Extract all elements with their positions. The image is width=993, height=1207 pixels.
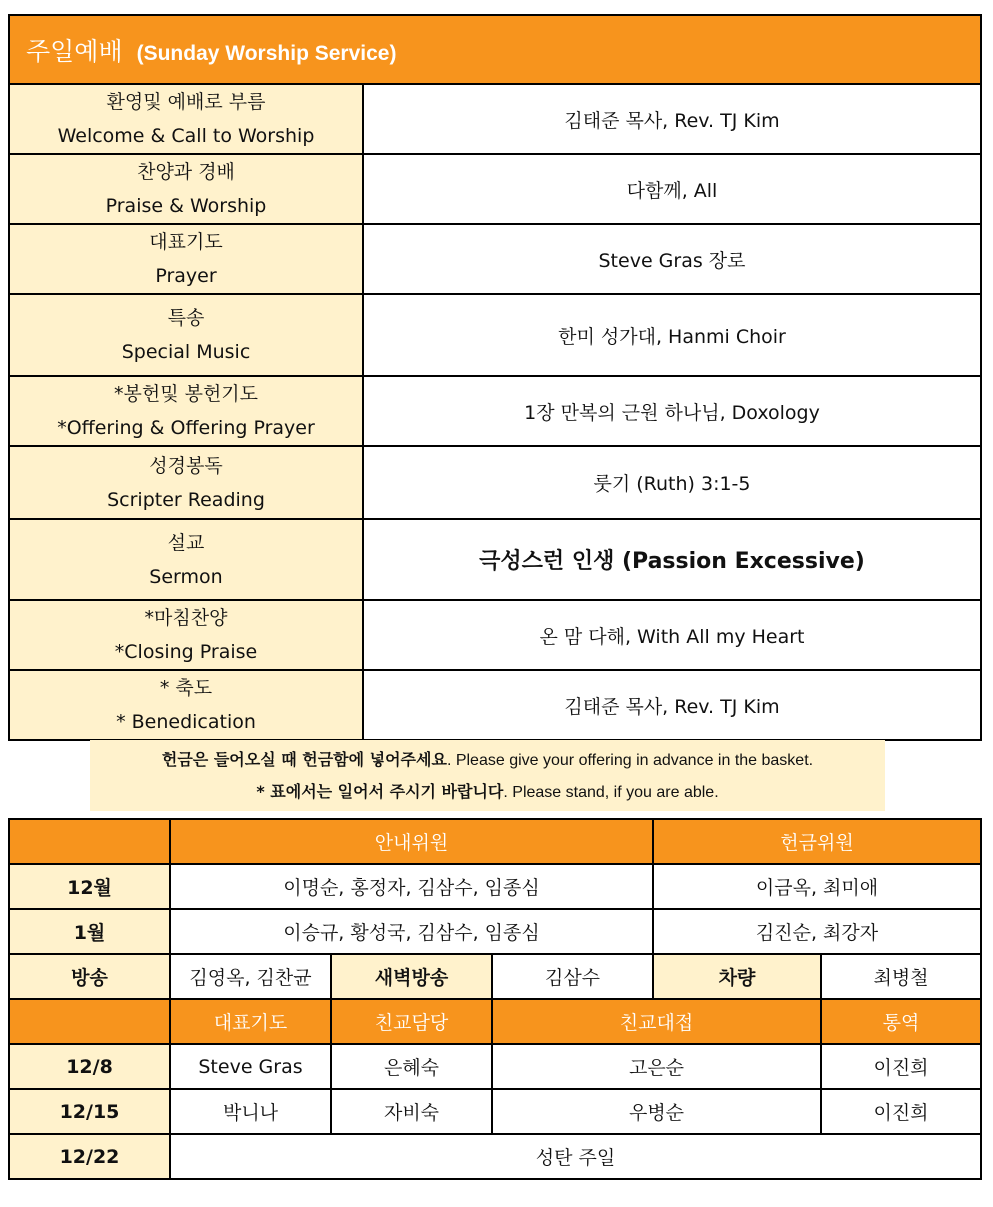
offering-names: 김진순, 최강자: [653, 909, 981, 954]
service-row: [9, 600, 981, 670]
service-item-label: 설교 Sermon: [9, 519, 363, 600]
service-title-en: (Sunday Worship Service): [136, 41, 397, 65]
service-item-label: *봉헌및 봉헌기도 *Offering & Offering Prayer: [9, 376, 363, 446]
service-item-value: 룻기 (Ruth) 3:1-5: [363, 446, 981, 519]
service-item-label: 대표기도 Prayer: [9, 224, 363, 294]
service-item-label: 성경봉독 Scripter Reading: [9, 446, 363, 519]
service-item-value: 온 맘 다해, With All my Heart: [363, 600, 981, 670]
service-row: [9, 154, 981, 224]
usher-names: 이명순, 홍정자, 김삼수, 임종심: [170, 864, 653, 909]
schedule-fellowship: 은혜숙: [331, 1044, 492, 1089]
prayer-header: 대표기도: [170, 999, 331, 1044]
notice-box: [90, 740, 885, 811]
schedule-header-row: [9, 999, 981, 1044]
notice-line-stand: * 표에서는 일어서 주시기 바랍니다. Please stand, if you are able.: [256, 782, 719, 801]
worship-service-table: [8, 14, 982, 741]
sermon-title: 극성스런 인생 (Passion Excessive): [363, 519, 981, 600]
service-item-value: 한미 성가대, Hanmi Choir: [363, 294, 981, 376]
dawn-broadcast-label: 새벽방송: [331, 954, 492, 999]
schedule-date: 12/8: [9, 1044, 170, 1089]
interpret-header: 통역: [821, 999, 981, 1044]
schedule-interpret: 이진희: [821, 1089, 981, 1134]
usher-header: 안내위원: [170, 819, 653, 864]
schedule-date: 12/22: [9, 1134, 170, 1179]
christmas-sunday-note: 성탄 주일: [170, 1134, 981, 1179]
offering-names: 이금옥, 최미애: [653, 864, 981, 909]
schedule-row: [9, 1044, 981, 1089]
service-item-value: 1장 만복의 근원 하나님, Doxology: [363, 376, 981, 446]
corner-cell: [9, 819, 170, 864]
schedule-fellowship: 자비숙: [331, 1089, 492, 1134]
service-item-value: 김태준 목사, Rev. TJ Kim: [363, 670, 981, 740]
service-row: [9, 519, 981, 600]
schedule-corner-cell: [9, 999, 170, 1044]
broadcast-label: 방송: [9, 954, 170, 999]
service-item-label: 찬양과 경배 Praise & Worship: [9, 154, 363, 224]
service-row: [9, 670, 981, 740]
schedule-interpret: 이진희: [821, 1044, 981, 1089]
service-item-label: 환영및 예배로 부름 Welcome & Call to Worship: [9, 84, 363, 154]
service-item-value: 김태준 목사, Rev. TJ Kim: [363, 84, 981, 154]
duty-row-broadcast: [9, 954, 981, 999]
schedule-prayer: Steve Gras: [170, 1044, 331, 1089]
vehicle-value: 최병철: [821, 954, 981, 999]
schedule-date: 12/15: [9, 1089, 170, 1134]
service-item-label: * 축도 * Benedication: [9, 670, 363, 740]
volunteer-duty-table: [8, 818, 982, 1180]
notice-line-offering: 헌금은 들어오실 때 헌금함에 넣어주세요. Please give your offering in advance in the basket.: [161, 750, 814, 769]
service-row: [9, 446, 981, 519]
month-label: 1월: [9, 909, 170, 954]
service-item-label: *마침찬양 *Closing Praise: [9, 600, 363, 670]
service-title: [9, 15, 981, 84]
schedule-prayer: 박니나: [170, 1089, 331, 1134]
dawn-broadcast-value: 김삼수: [492, 954, 653, 999]
service-row: [9, 294, 981, 376]
service-row: [9, 84, 981, 154]
usher-names: 이승규, 황성국, 김삼수, 임종심: [170, 909, 653, 954]
broadcast-value: 김영옥, 김찬균: [170, 954, 331, 999]
service-row: [9, 376, 981, 446]
schedule-host: 고은순: [492, 1044, 821, 1089]
offering-header: 헌금위원: [653, 819, 981, 864]
schedule-row: [9, 1089, 981, 1134]
duty-row-january: [9, 909, 981, 954]
service-title-kr: 주일예배: [26, 36, 123, 66]
vehicle-label: 차량: [653, 954, 821, 999]
month-label: 12월: [9, 864, 170, 909]
service-item-value: Steve Gras 장로: [363, 224, 981, 294]
fellowship-header: 친교담당: [331, 999, 492, 1044]
service-item-label: 특송 Special Music: [9, 294, 363, 376]
service-row: [9, 224, 981, 294]
duty-row-december: [9, 864, 981, 909]
fellowship-host-header: 친교대접: [492, 999, 821, 1044]
duty-header-row: [9, 819, 981, 864]
schedule-host: 우병순: [492, 1089, 821, 1134]
schedule-row-christmas: [9, 1134, 981, 1179]
service-item-value: 다함께, All: [363, 154, 981, 224]
